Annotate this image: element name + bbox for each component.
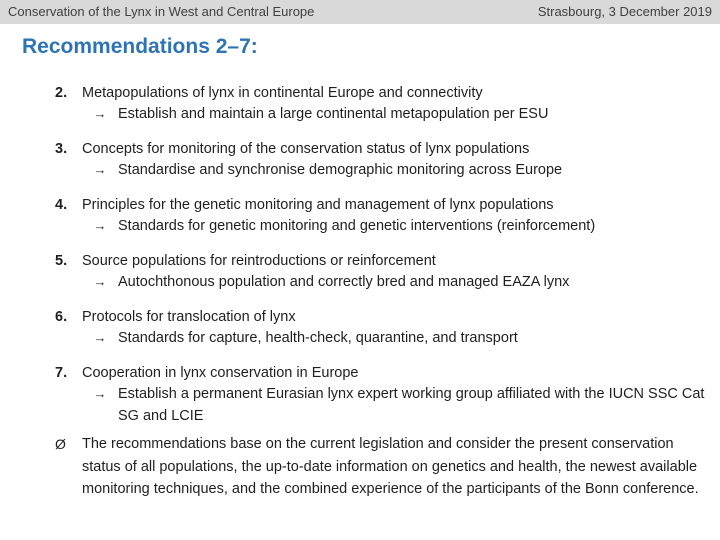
recommendation-item [55,83,705,125]
recommendation-action-text: Establish and maintain a large continental metapopulation per ESU [118,106,549,122]
recommendation-number: 6. [55,309,68,325]
recommendation-heading [55,195,705,215]
recommendation-heading [55,363,705,383]
recommendation-topic: Metapopulations of lynx in continental Europe and connectivity [82,85,483,101]
recommendation-action-text: Standards for genetic monitoring and genetic interventions (reinforcement) [118,218,596,234]
recommendation-item [55,307,705,349]
recommendation-topic: Concepts for monitoring of the conservation status of lynx populations [82,141,530,157]
header-conference-title: Conservation of the Lynx in West and Central Europe [8,4,315,19]
recommendation-action-text: Standardise and synchronise demographic monitoring across Europe [118,162,563,178]
recommendation-item [55,139,705,181]
recommendation-item [55,363,705,427]
recommendation-item [55,195,705,237]
recommendation-action [82,327,705,349]
recommendation-number: 5. [55,253,68,269]
recommendation-topic: Cooperation in lynx conservation in Europe [82,365,359,381]
recommendation-topic: Source populations for reintroductions or reinforcement [82,253,436,269]
summary-paragraph [55,433,705,501]
recommendation-heading [55,251,705,271]
recommendation-number: 7. [55,365,68,381]
recommendation-number: 4. [55,197,68,213]
recommendation-action [82,271,705,293]
arrow-right-icon: → [93,106,107,121]
recommendation-number: 3. [55,141,68,157]
recommendation-action-text: Establish a permanent Eurasian lynx expert working group affiliated with the IUCN SSC Cat SG and LCIE [118,386,705,424]
recommendation-heading [55,139,705,159]
arrow-right-icon: → [93,218,107,233]
recommendation-action [82,383,705,427]
arrow-right-icon: → [93,162,107,177]
recommendation-action [82,215,705,237]
recommendation-topic: Protocols for translocation of lynx [82,309,296,325]
recommendations-list [55,83,705,441]
arrow-right-icon: → [93,386,107,401]
recommendation-action-text: Autochthonous population and correctly bred and managed EAZA lynx [118,274,570,290]
recommendation-number: 2. [55,85,68,101]
recommendation-heading [55,307,705,327]
recommendation-heading [55,83,705,103]
arrow-right-icon: → [93,274,107,289]
arrowhead-bullet-icon: Ø [55,436,66,452]
slide-title: Recommendations 2–7: [22,35,258,58]
header-bar [0,0,720,24]
summary-text: The recommendations base on the current legislation and consider the present conservation status of all populations, the up-to-date information on genetics and health, the newest available monitoring techniques, and the combined experience of the participants of the Bonn conference. [82,436,699,497]
recommendation-topic: Principles for the genetic monitoring and management of lynx populations [82,197,554,213]
header-location-date: Strasbourg, 3 December 2019 [537,4,712,19]
recommendation-action-text: Standards for capture, health-check, quarantine, and transport [118,330,518,346]
recommendation-item [55,251,705,293]
recommendation-action [82,103,705,125]
recommendation-action [82,159,705,181]
arrow-right-icon: → [93,330,107,345]
